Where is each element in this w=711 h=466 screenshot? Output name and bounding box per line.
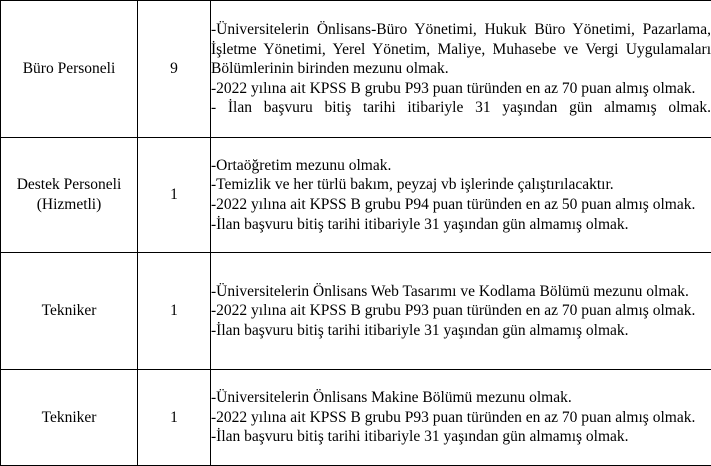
table-row xyxy=(1,1,711,138)
position-count-cell: 1 xyxy=(138,253,211,370)
position-title-cell: Tekniker xyxy=(1,253,138,370)
requirement-line: -İlan başvuru bitiş tarihi itibariyle 31 yaşından gün almamış olmak. xyxy=(211,215,629,233)
position-count-cell: 9 xyxy=(138,1,211,138)
table-row xyxy=(1,370,711,466)
position-count-cell: 1 xyxy=(138,138,211,253)
table-row xyxy=(1,253,711,370)
requirements-cell xyxy=(211,1,711,138)
requirement-line: -Üniversitelerin Önlisans Makine Bölümü mezunu olmak. xyxy=(211,389,572,407)
requirement-line: -2022 yılına ait KPSS B grubu P93 puan türünden en az 70 puan almış olmak. xyxy=(211,302,696,320)
requirement-line: -İlan başvuru bitiş tarihi itibariyle 31 yaşından gün almamış olmak. xyxy=(211,428,629,446)
requirements-cell xyxy=(211,138,711,253)
requirement-line: -2022 yılına ait KPSS B grubu P93 puan türünden en az 70 puan almış olmak. xyxy=(211,79,696,97)
requirement-line: -İlan başvuru bitiş tarihi itibariyle 31 yaşından gün almamış olmak. xyxy=(211,321,629,339)
position-title-cell: Destek Personeli (Hizmetli) xyxy=(1,138,138,253)
requirements-cell xyxy=(211,370,711,466)
requirement-line: - İlan başvuru bitiş tarihi itibariyle 31 yaşından gün almamış olmak. xyxy=(211,99,711,117)
requirement-line: -Temizlik ve her türlü bakım, peyzaj vb işlerinde çalıştırılacaktır. xyxy=(211,176,614,194)
requirement-line: -Ortaöğretim mezunu olmak. xyxy=(211,156,392,174)
requirement-line: -Üniversitelerin Önlisans Web Tasarımı ve Kodlama Bölümü mezunu olmak. xyxy=(211,282,689,300)
requirement-line: -2022 yılına ait KPSS B grubu P94 puan türünden en az 50 puan almış olmak. xyxy=(211,196,696,213)
requirement-line: -Üniversitelerin Önlisans-Büro Yönetimi, Hukuk Büro Yönetimi, Pazarlama, İşletme Yönetimi, Yerel Yönetim, Maliye, Muhasebe ve Vergi Uygulamaları Bölümlerinin birinden mezunu olmak. xyxy=(211,21,711,78)
requirement-line: -2022 yılına ait KPSS B grubu P93 puan türünden en az 70 puan almış olmak. xyxy=(211,408,696,426)
requirements-cell xyxy=(211,253,711,370)
position-title-cell: Büro Personeli xyxy=(1,1,138,138)
position-title-cell: Tekniker xyxy=(1,370,138,466)
table-row xyxy=(1,138,711,253)
position-count-cell: 1 xyxy=(138,370,211,466)
